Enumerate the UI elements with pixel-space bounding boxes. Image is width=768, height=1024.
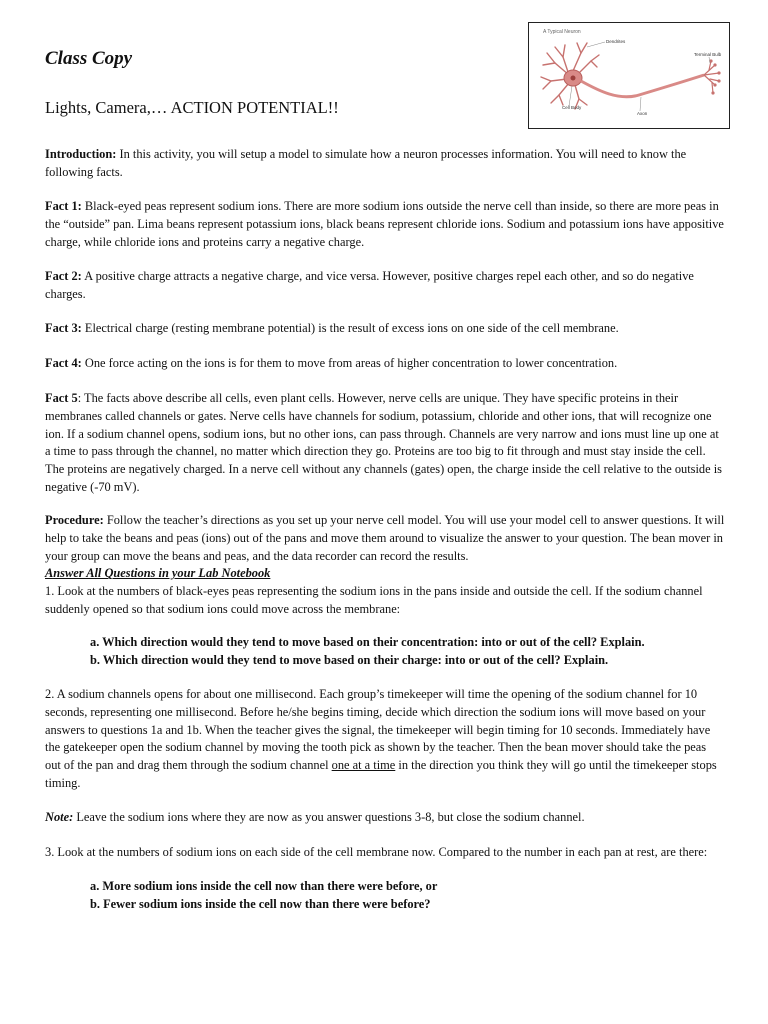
procedure-label: Procedure: (45, 513, 104, 527)
question-2-paragraph (45, 686, 725, 793)
question-3-subquestions (90, 878, 730, 914)
label-axon: Axon (637, 111, 648, 116)
fact-3-label: Fact 3: (45, 321, 82, 335)
notebook-heading: Answer All Questions in your Lab Notebook (45, 566, 271, 581)
fact-4-paragraph (45, 355, 725, 373)
question-2-underlined: one at a time (331, 758, 396, 773)
neuron-diagram (529, 23, 729, 128)
fact-2-text: A positive charge attracts a negative charge, and vice versa. However, positive charges repel each other, and so do negative charges. (45, 269, 694, 301)
question-1a: a. Which direction would they tend to move based on their concentration: into or out of the cell? Explain. (90, 635, 645, 649)
page-title: Lights, Camera,… ACTION POTENTIAL!! (45, 98, 339, 117)
question-3b: b. Fewer sodium ions inside the cell now than there were before? (90, 896, 431, 911)
question-2-text-after: in the direction you think they will go until the timekeeper stops timing. (45, 758, 717, 790)
question-1b: b. Which direction would they tend to move based on their charge: into or out of the cell? Explain. (90, 652, 609, 667)
nucleus-shape (571, 76, 576, 81)
fact-3-text: Electrical charge (resting membrane potential) is the result of excess ions on one side of the cell membrane. (81, 321, 619, 335)
introduction-paragraph (45, 146, 725, 182)
label-dendrites: Dendrites (606, 39, 626, 44)
procedure-text: Follow the teacher’s directions as you set up your nerve cell model. You will use your model cell to answer questions. It will help to take the beans and peas (ions) out of the pans and move them around to visualize the answer to your question. The bean mover in your group can move the beans and peas, and the data recorder can record the results. (45, 513, 725, 563)
question-3a: a. More sodium ions inside the cell now than there were before, or (90, 879, 438, 893)
fact-3-paragraph (45, 320, 725, 338)
question-3-text: 3. Look at the numbers of sodium ions on each side of the cell membrane now. Compared to the number in each pan at rest, are there: (45, 845, 708, 859)
introduction-label: Introduction: (45, 147, 117, 161)
fact-4-text: One force acting on the ions is for them to move from areas of higher concentration to lower concentration. (81, 356, 618, 370)
fact-2-paragraph (45, 268, 725, 304)
note-text: Leave the sodium ions where they are now as you answer questions 3-8, but close the sodium channel. (73, 810, 585, 824)
class-copy-label: Class Copy (45, 48, 133, 69)
fact-2-label: Fact 2: (45, 269, 82, 283)
fact-5-label: Fact 5 (45, 391, 78, 405)
terminal-bulb-shape (704, 61, 719, 93)
introduction-text: In this activity, you will setup a model to simulate how a neuron processes information. You will need to know the following facts. (45, 147, 687, 179)
fact-1-text: Black-eyed peas represent sodium ions. There are more sodium ions outside the nerve cell than inside, so there are more peas in the “outside” pan. Lima beans represent potassium ions, black beans represent chloride ions. Sodium and potassium ions have appositive charge, while chloride ions and proteins carry a negative charge. (45, 199, 724, 249)
question-1-subquestions (90, 634, 730, 670)
note-label: Note: (45, 810, 74, 824)
axon-shape (581, 75, 704, 97)
fact-1-label: Fact 1: (45, 199, 82, 213)
fact-5-paragraph (45, 390, 725, 497)
question-1-text: 1. Look at the numbers of black-eyes peas representing the sodium ions in the pans inside and outside the cell. If the sodium channel suddenly opened so that sodium ions could move across the membrane: (45, 584, 703, 616)
figure-title: A Typical Neuron (543, 29, 581, 35)
label-cell-body: Cell Body (562, 105, 582, 110)
fact-1-paragraph (45, 198, 725, 251)
neuron-figure (528, 22, 730, 129)
procedure-paragraph (45, 512, 725, 583)
note-paragraph (45, 809, 725, 827)
question-2-text-before: 2. A sodium channels opens for about one millisecond. Each group’s timekeeper will time the opening of the sodium channel for 10 seconds, representing one millisecond. Before he/she begins timing, decide which direction the sodium ions will move based on your answers to questions 1a and 1b. When the teacher gives the signal, the timekeeper will begin timing for 10 seconds. Immediately have the gatekeeper open the sodium channel by moving the tooth pick as shown by the teacher. Then the bean mover should take the peas out of the pan and drag them through the sodium channel (45, 687, 711, 773)
fact-5-text: : The facts above describe all cells, even plant cells. However, nerve cells are unique. They have specific proteins in their membranes called channels or gates. Nerve cells have channels for sodium, potassium, chloride and other ions, that will recognize one ion. If a sodium channel opens, sodium ions, but no other ions, can pass through. Channels are very narrow and ions must line up one at a time to pass through the channel, no matter which direction they go. Proteins are too big to fit through and must stay inside the cell. The proteins are negatively charged. In a nerve cell without any channels (gates) open, the charge inside the cell relative to the outside is negative (-70 mV). (45, 391, 722, 494)
fact-4-label: Fact 4: (45, 356, 82, 370)
label-terminal-bulb: Terminal Bulb (694, 52, 722, 57)
